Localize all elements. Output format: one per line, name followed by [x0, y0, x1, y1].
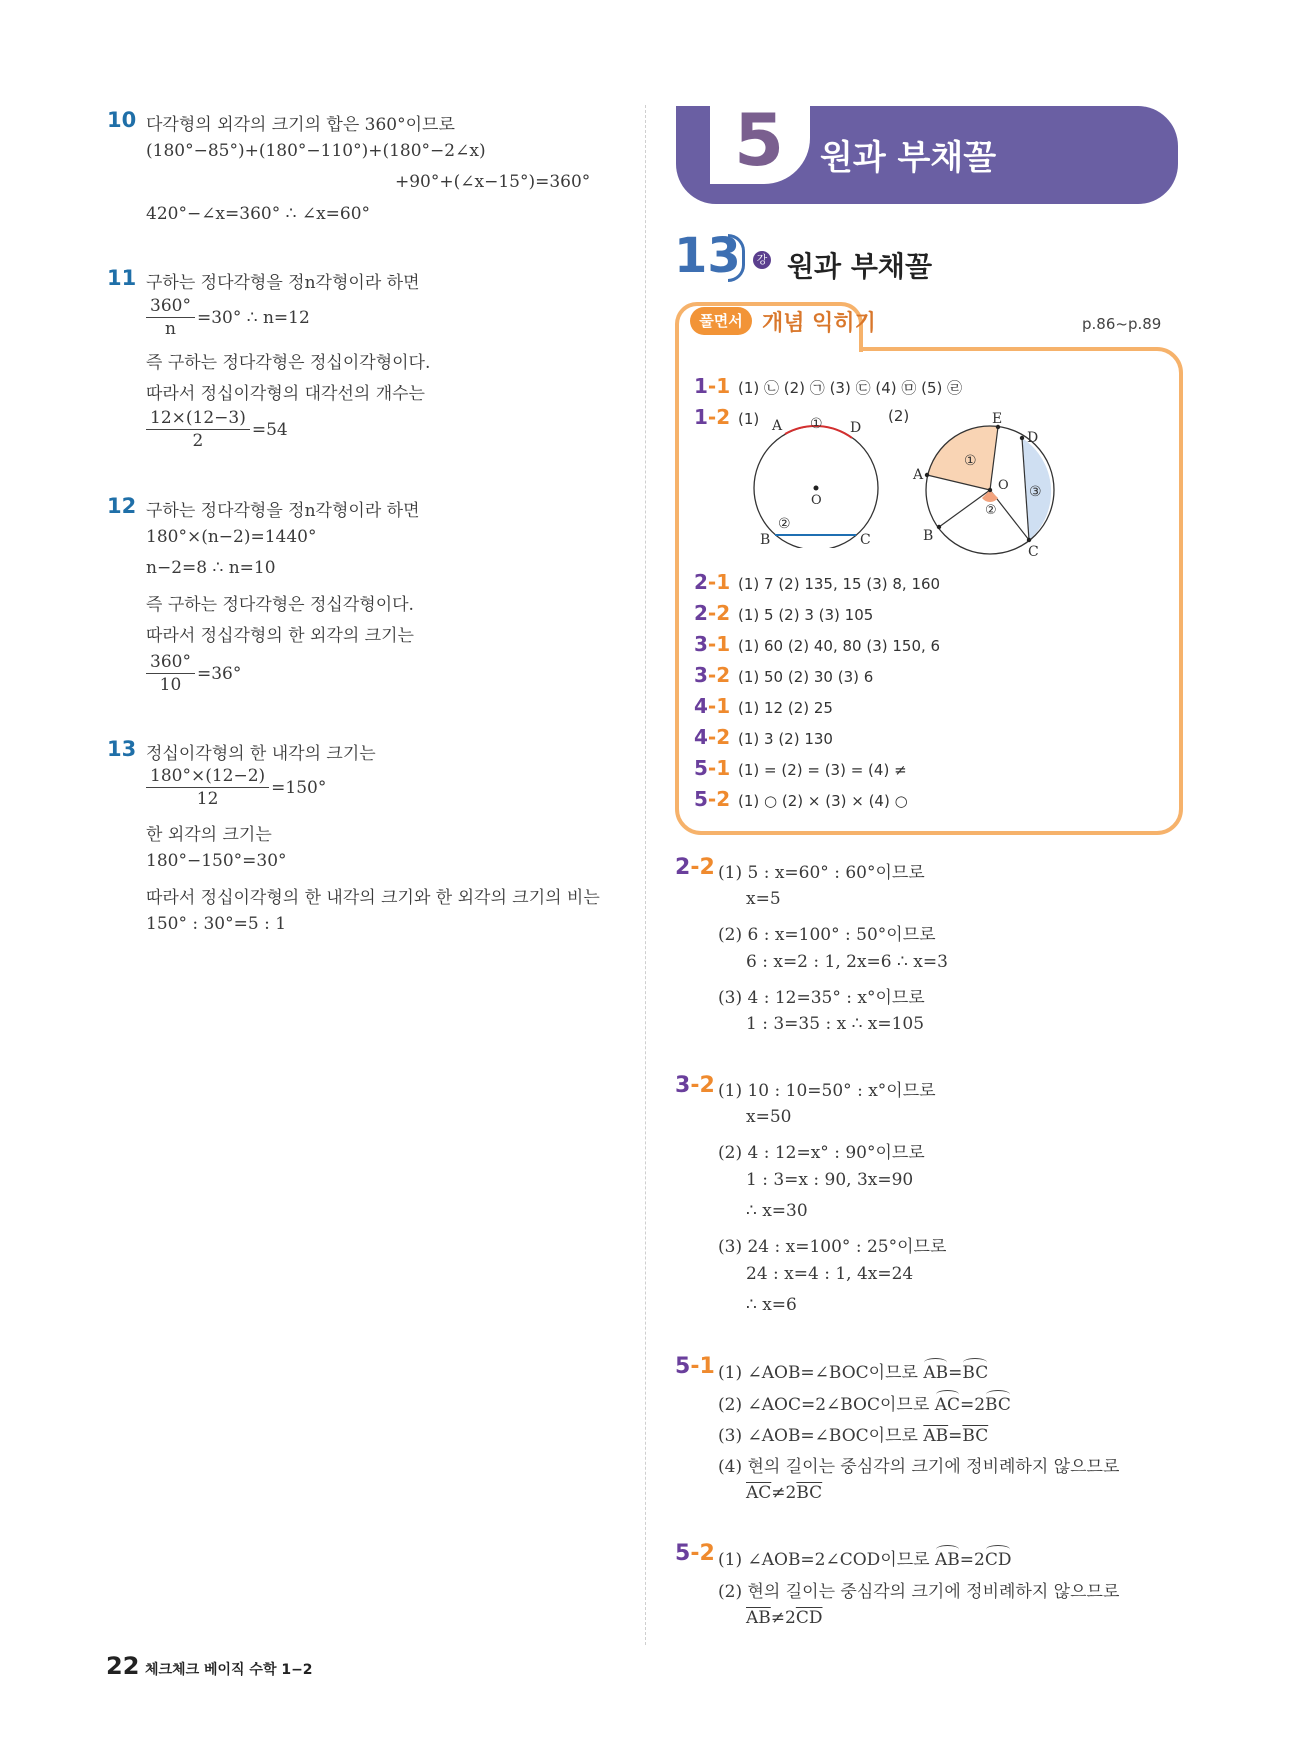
- solution-number: 3-2: [675, 1073, 715, 1098]
- answer-row: [694, 570, 940, 594]
- book-title: 체크체크 베이직 수학 1−2: [145, 1662, 313, 1678]
- answer-row: [694, 632, 940, 656]
- solution-line: 즉 구하는 정다각형은 정십이각형이다.: [146, 353, 431, 373]
- label-mark-3: ③: [1029, 484, 1042, 500]
- question-number: 12: [107, 494, 137, 518]
- solution-line: (2) 4 : 12=x° : 90°이므로: [718, 1143, 925, 1163]
- label-B: B: [760, 532, 771, 548]
- chapter-title: 원과 부채꼴: [820, 138, 997, 178]
- answer-row: [694, 374, 962, 398]
- solution-number: 5-2: [675, 1541, 715, 1566]
- solution-line: 따라서 정십이각형의 한 내각의 크기와 한 외각의 크기의 비는: [146, 888, 600, 908]
- segment-notation: $\overline{AC}$: [746, 1483, 772, 1503]
- label-B: B: [923, 528, 934, 544]
- label-A: A: [913, 467, 924, 483]
- segment-notation: $\overline{BC}$: [962, 1426, 989, 1446]
- solution-line: 한 외각의 크기는: [146, 825, 272, 845]
- answer-number: 2-1: [694, 570, 731, 594]
- fraction-rest: =150°: [271, 777, 327, 798]
- solution-line: ∴ x=6: [746, 1295, 797, 1315]
- solution-line: x=5: [746, 889, 781, 909]
- label-D: D: [850, 420, 862, 436]
- fraction-denominator: 12: [196, 789, 219, 809]
- solution-line: 따라서 정십각형의 한 외각의 크기는: [146, 626, 414, 646]
- solution-number: 2-2: [675, 855, 715, 880]
- label-A: A: [772, 418, 783, 434]
- label-E: E: [992, 411, 1003, 427]
- solution-line: 24 : x=4 : 1, 4x=24: [746, 1264, 914, 1284]
- label-C: C: [1028, 544, 1039, 558]
- solution-line: 180°−150°=30°: [146, 851, 287, 871]
- fraction-rest: =30° ∴ n=12: [196, 307, 310, 328]
- solution-line: 150° : 30°=5 : 1: [146, 914, 287, 934]
- fraction-rest: =36°: [196, 663, 242, 684]
- solution-line: (3) 4 : 12=35° : x°이므로: [718, 988, 925, 1008]
- solution-line: (2) ∠AOC=2∠BOC이므로 AC=2BC: [718, 1395, 1011, 1415]
- label-mark-2: ②: [985, 503, 997, 518]
- fraction-line: [146, 408, 288, 451]
- answer-text: (1) ㉡ (2) ㉠ (3) ㉢ (4) ㉤ (5) ㉣: [738, 379, 963, 397]
- page-number: 22: [106, 1652, 140, 1680]
- lesson-badge: 강: [753, 251, 771, 269]
- solution-line: 1 : 3=x : 90, 3x=90: [746, 1170, 914, 1190]
- arc-notation: AB: [934, 1550, 960, 1570]
- circle-diagram-1: [752, 408, 902, 548]
- answer-number: 3-1: [694, 632, 731, 656]
- label-O: O: [811, 493, 822, 508]
- fraction-line: [146, 766, 326, 809]
- fraction-numerator: 180°×(12−2): [146, 766, 269, 788]
- solution-line: n−2=8 ∴ n=10: [146, 558, 276, 578]
- answer-row: [694, 756, 907, 780]
- answer-number: 1-2: [694, 405, 731, 429]
- label-C: C: [860, 532, 871, 548]
- label-mark-2: ②: [778, 516, 791, 532]
- answer-row: [694, 787, 908, 811]
- segment-notation: $\overline{AB}$: [923, 1426, 949, 1446]
- answer-number: 4-1: [694, 694, 731, 718]
- lesson-bracket: [728, 234, 745, 282]
- solution-line: (1) 10 : 10=50° : x°이므로: [718, 1081, 936, 1101]
- arc-notation: CD: [984, 1550, 1012, 1570]
- fraction-denominator: 2: [192, 431, 204, 451]
- question-number: 10: [107, 108, 137, 132]
- solution-line: 즉 구하는 정다각형은 정십각형이다.: [146, 595, 414, 615]
- fraction-numerator: 12×(12−3): [146, 408, 250, 430]
- arc-notation: AB: [923, 1363, 949, 1383]
- label-mark-1: ①: [964, 453, 977, 469]
- answer-number: 1-1: [694, 374, 731, 398]
- answer-row: [694, 694, 833, 718]
- answer-text: (1) 3 (2) 130: [738, 730, 833, 748]
- answer-text: (1) ○ (2) × (3) × (4) ○: [738, 792, 908, 810]
- label-D: D: [1027, 430, 1039, 446]
- answer-text: (1) 50 (2) 30 (3) 6: [738, 668, 874, 686]
- answer-number: 2-2: [694, 601, 731, 625]
- solution-line: 구하는 정다각형을 정n각형이라 하면: [146, 273, 420, 293]
- label-O: O: [998, 478, 1009, 493]
- concept-pill: 풀면서: [690, 307, 752, 335]
- segment-notation: $\overline{AB}$: [746, 1608, 771, 1628]
- arc-notation: BC: [962, 1363, 989, 1383]
- answer-text: (1) 7 (2) 135, 15 (3) 8, 160: [738, 575, 941, 593]
- answer-text: (1): [738, 410, 760, 428]
- answer-row: [694, 405, 759, 429]
- solution-line: 1 : 3=35 : x ∴ x=105: [746, 1014, 925, 1034]
- answer-number: 5-1: [694, 756, 731, 780]
- solution-line: (4) 현의 길이는 중심각의 크기에 정비례하지 않으므로: [718, 1457, 1120, 1477]
- solution-line: 6 : x=2 : 1, 2x=6 ∴ x=3: [746, 952, 948, 972]
- answer-number: 3-2: [694, 663, 731, 687]
- segment-notation: $\overline{CD}$: [795, 1608, 823, 1628]
- column-divider: [645, 105, 646, 1645]
- diagram-2-label: (2): [888, 407, 910, 425]
- concept-title: 개념 익히기: [762, 311, 876, 336]
- page-reference: p.86~p.89: [1082, 315, 1162, 333]
- fraction-denominator: n: [165, 319, 176, 339]
- fraction-denominator: 10: [159, 675, 182, 695]
- solution-line: 따라서 정십이각형의 대각선의 개수는: [146, 384, 425, 404]
- solution-line: (2) 6 : x=100° : 50°이므로: [718, 925, 936, 945]
- solution-line: ∴ x=30: [746, 1201, 808, 1221]
- solution-line: +90°+(∠x−15°)=360°: [395, 172, 591, 192]
- segment-notation: $\overline{BC}$: [796, 1483, 823, 1503]
- radius-OB: [939, 490, 990, 527]
- solution-line: (1) ∠AOB=∠BOC이므로 AB=BC: [718, 1363, 989, 1383]
- solution-line: (3) 24 : x=100° : 25°이므로: [718, 1237, 947, 1257]
- fraction-numerator: 360°: [146, 296, 195, 318]
- answer-text: (1) = (2) = (3) = (4) ≠: [738, 761, 907, 779]
- arc-notation: BC: [985, 1395, 1011, 1415]
- solution-line: (3) ∠AOB=∠BOC이므로 $\overline{AB}=\overline{BC}$: [718, 1426, 989, 1446]
- chapter-number: 5: [734, 98, 785, 182]
- solution-line: 구하는 정다각형을 정n각형이라 하면: [146, 501, 420, 521]
- question-number: 11: [107, 266, 137, 290]
- center-point: [814, 486, 819, 491]
- label-mark-1: ①: [810, 416, 823, 432]
- circle-diagram-2: [910, 410, 1060, 558]
- arc-notation: AC: [934, 1395, 960, 1415]
- question-number: 13: [107, 737, 137, 761]
- answer-text: (1) 12 (2) 25: [738, 699, 833, 717]
- answer-row: [694, 725, 833, 749]
- solution-line: 420°−∠x=360° ∴ ∠x=60°: [146, 204, 371, 224]
- lesson-title: 원과 부채꼴: [787, 250, 932, 283]
- answer-number: 5-2: [694, 787, 731, 811]
- lesson-number: 13: [674, 228, 741, 284]
- solution-line: 다각형의 외각의 크기의 합은 360°이므로: [146, 115, 455, 135]
- answer-row: [694, 663, 873, 687]
- sector-AOE: [927, 426, 998, 490]
- answer-text: (1) 60 (2) 40, 80 (3) 150, 6: [738, 637, 941, 655]
- answer-text: (1) 5 (2) 3 (3) 105: [738, 606, 874, 624]
- fraction-line: [146, 296, 310, 339]
- solution-line: (1) 5 : x=60° : 60°이므로: [718, 863, 925, 883]
- solution-line: 180°×(n−2)=1440°: [146, 527, 317, 547]
- solution-line: $\overline{AC}\ne 2\overline{BC}$: [746, 1483, 823, 1503]
- fraction-numerator: 360°: [146, 652, 195, 674]
- fraction-line: [146, 652, 241, 695]
- solution-line: x=50: [746, 1107, 792, 1127]
- answer-number: 4-2: [694, 725, 731, 749]
- solution-number: 5-1: [675, 1354, 715, 1379]
- solution-line: (180°−85°)+(180°−110°)+(180°−2∠x): [146, 141, 486, 161]
- solution-line: (1) ∠AOB=2∠COD이므로 AB=2CD: [718, 1550, 1012, 1570]
- solution-line: (2) 현의 길이는 중심각의 크기에 정비례하지 않으므로: [718, 1582, 1120, 1602]
- solution-line: $\overline{AB}\ne 2\overline{CD}$: [746, 1608, 823, 1628]
- answer-row: [694, 601, 873, 625]
- solution-line: 정십이각형의 한 내각의 크기는: [146, 744, 376, 764]
- fraction-rest: =54: [251, 419, 288, 440]
